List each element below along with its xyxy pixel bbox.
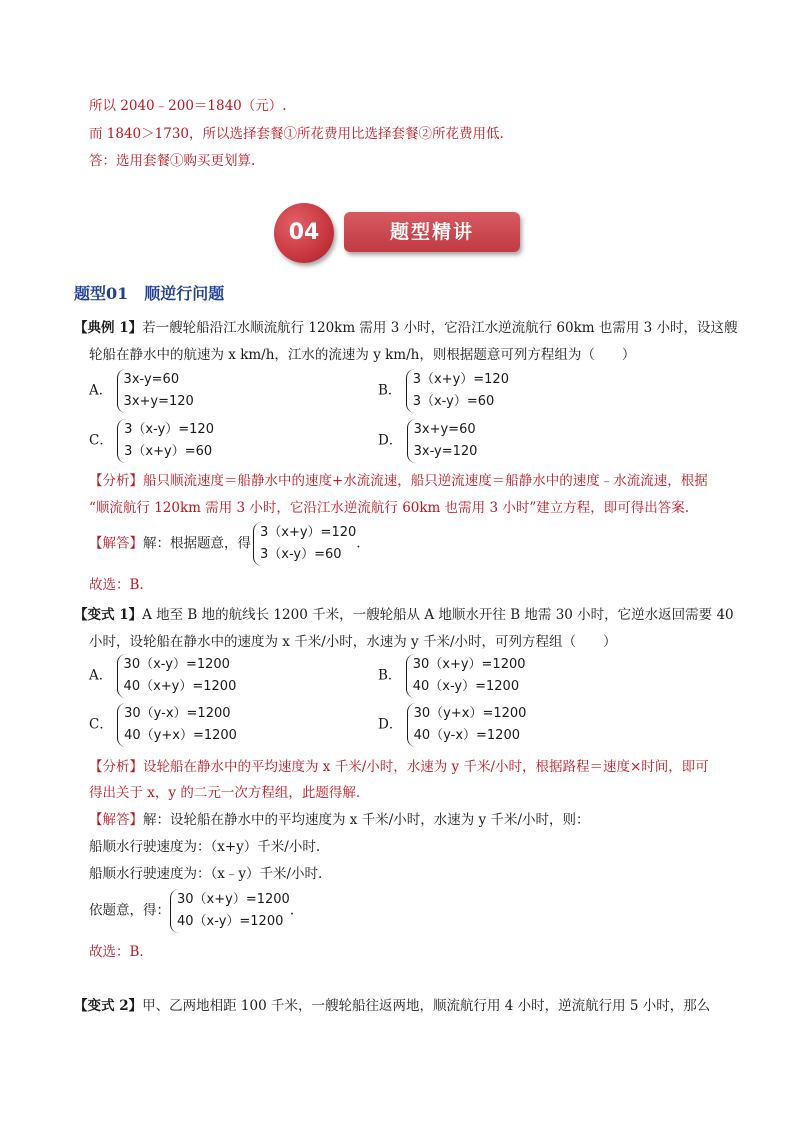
ex1-analysis-line-1: 【分析】船只顺流速度＝船静水中的速度+水流流速，船只逆流速度＝船静水中的速度﹣水流流速，根据 [89, 473, 708, 489]
var1-answer-line: 【解答】解：设轮船在静水中的平均速度为 x 千米/小时，水速为 y 千米/小时，则： [89, 812, 590, 828]
equation-system: 30（y-x）=1200 40（y+x）=1200 [117, 703, 237, 747]
banner-title: 题型精讲 [344, 212, 520, 252]
var1-analysis-line-1: 【分析】设轮船在静水中的平均速度为 x 千米/小时，水速为 y 千米/小时，根据路程＝速度×时间，即可 [89, 759, 709, 775]
intro-line-1: 所以 2040﹣200＝1840（元）. [89, 98, 287, 114]
var1-option-d: D． 30（y+x）=1200 40（y-x）=1200 [378, 703, 526, 747]
var2-tag: 【变式 2】 [74, 998, 143, 1014]
ex1-option-b: B． 3（x+y）=120 3（x-y）=60 [378, 369, 509, 413]
ex1-question-line-2: 轮船在静水中的航速为 x km/h，江水的流速为 y km/h，则根据题意可列方程组为（ ） [89, 347, 636, 363]
var1-speed-line-b: 船顺水行驶速度为：（x﹣y）千米/小时. [89, 866, 323, 882]
var1-speed-line-a: 船顺水行驶速度为：（x+y）千米/小时. [89, 839, 321, 855]
equation-system: 30（y+x）=1200 40（y-x）=1200 [407, 703, 527, 747]
ex1-question-line-1: 【典例 1】若一艘轮船沿江水顺流航行 120km 需用 3 小时，它沿江水逆流航行 60km 也需用 3 小时，设这艘 [74, 320, 738, 336]
equation-system: 3x-y=60 3x+y=120 [117, 369, 194, 413]
ex1-tag: 【典例 1】 [74, 320, 143, 336]
equation-system: 30（x-y）=1200 40（x+y）=1200 [117, 654, 237, 698]
var1-equation: 依题意，得：30（x+y）=1200 40（x-y）=1200. [89, 889, 294, 933]
ex1-option-d: D． 3x+y=60 3x-y=120 [378, 419, 477, 463]
var1-question-line-1: 【变式 1】A 地至 B 地的航线长 1200 千米，一艘轮船从 A 地顺水开往 B 地需 30 小时，它逆水返回需要 40 [74, 607, 734, 623]
ex1-choice: 故选：B. [89, 577, 144, 593]
equation-system: 3x+y=60 3x-y=120 [407, 419, 478, 463]
banner-number-badge: 04 [274, 203, 334, 263]
var1-tag: 【变式 1】 [74, 607, 143, 623]
var1-option-b: B． 30（x+y）=1200 40（x-y）=1200 [378, 654, 526, 698]
var1-question-line-2: 小时，设轮船在静水中的速度为 x 千米/小时，水速为 y 千米/小时，可列方程组（ ） [89, 634, 617, 650]
ex1-option-c: C． 3（x-y）=120 3（x+y）=60 [89, 419, 214, 463]
var1-option-c: C． 30（y-x）=1200 40（y+x）=1200 [89, 703, 237, 747]
var2-question-line-1: 【变式 2】甲、乙两地相距 100 千米，一艘轮船往返两地，顺流航行用 4 小时，逆流航行用 5 小时，那么 [74, 998, 711, 1014]
var1-analysis-line-2: 得出关于 x，y 的二元一次方程组，此题得解. [89, 785, 361, 801]
ex1-analysis-line-2: “顺流航行 120km 需用 3 小时，它沿江水逆流航行 60km 也需用 3 小时”建立方程，即可得出答案. [89, 500, 690, 516]
equation-system: 3（x+y）=120 3（x-y）=60 [406, 369, 509, 413]
equation-system: 30（x+y）=1200 40（x-y）=1200 [170, 889, 290, 933]
section-title: 题型01 顺逆行问题 [74, 284, 225, 303]
ex1-option-a: A． 3x-y=60 3x+y=120 [89, 369, 194, 413]
intro-line-2: 而 1840＞1730，所以选择套餐①所花费用比选择套餐②所花费用低. [89, 126, 504, 142]
var1-choice: 故选：B. [89, 944, 144, 960]
intro-line-3: 答：选用套餐①购买更划算. [89, 153, 256, 169]
equation-system: 30（x+y）=1200 40（x-y）=1200 [406, 654, 526, 698]
equation-system: 3（x+y）=120 3（x-y）=60 [253, 522, 356, 566]
var1-option-a: A． 30（x-y）=1200 40（x+y）=1200 [89, 654, 236, 698]
equation-system: 3（x-y）=120 3（x+y）=60 [117, 419, 214, 463]
ex1-answer: 【解答】解：根据题意，得3（x+y）=120 3（x-y）=60. [89, 522, 361, 566]
